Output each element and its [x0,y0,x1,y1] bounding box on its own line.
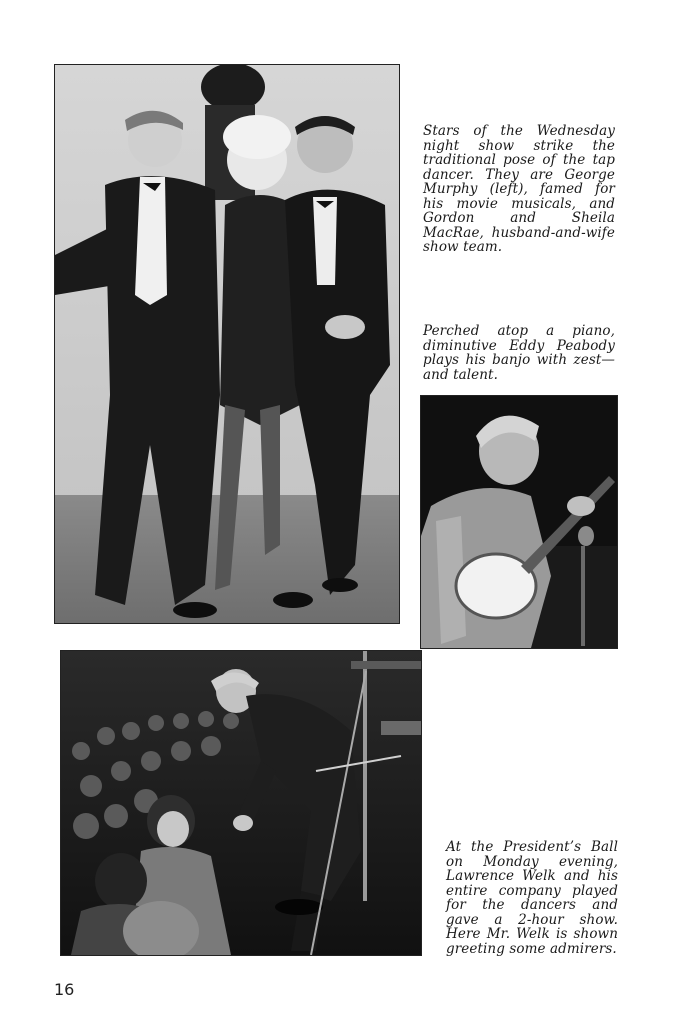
banjo-player-photo [420,395,618,649]
perched-caption: Perched atop a piano, diminutive Eddy Peabody plays his banjo with zest—and talent. [423,323,615,383]
stars-caption: Stars of the Wednesday night show strike the traditional pose of the tap dancer. They are George Murphy (left), famed for his movie musicals, and Gordon and Sheila MacRae, husband-and-wife show team. [423,123,615,255]
page-number: 16 [54,980,75,999]
dancers-photo [54,64,400,624]
ball-caption: At the President’s Ball on Monday evening, Lawrence Welk and his entire company played for the dancers and gave a 2-hour show. Here Mr. Welk is shown greeting some admirers. [446,839,618,957]
ballroom-photo [60,650,422,956]
